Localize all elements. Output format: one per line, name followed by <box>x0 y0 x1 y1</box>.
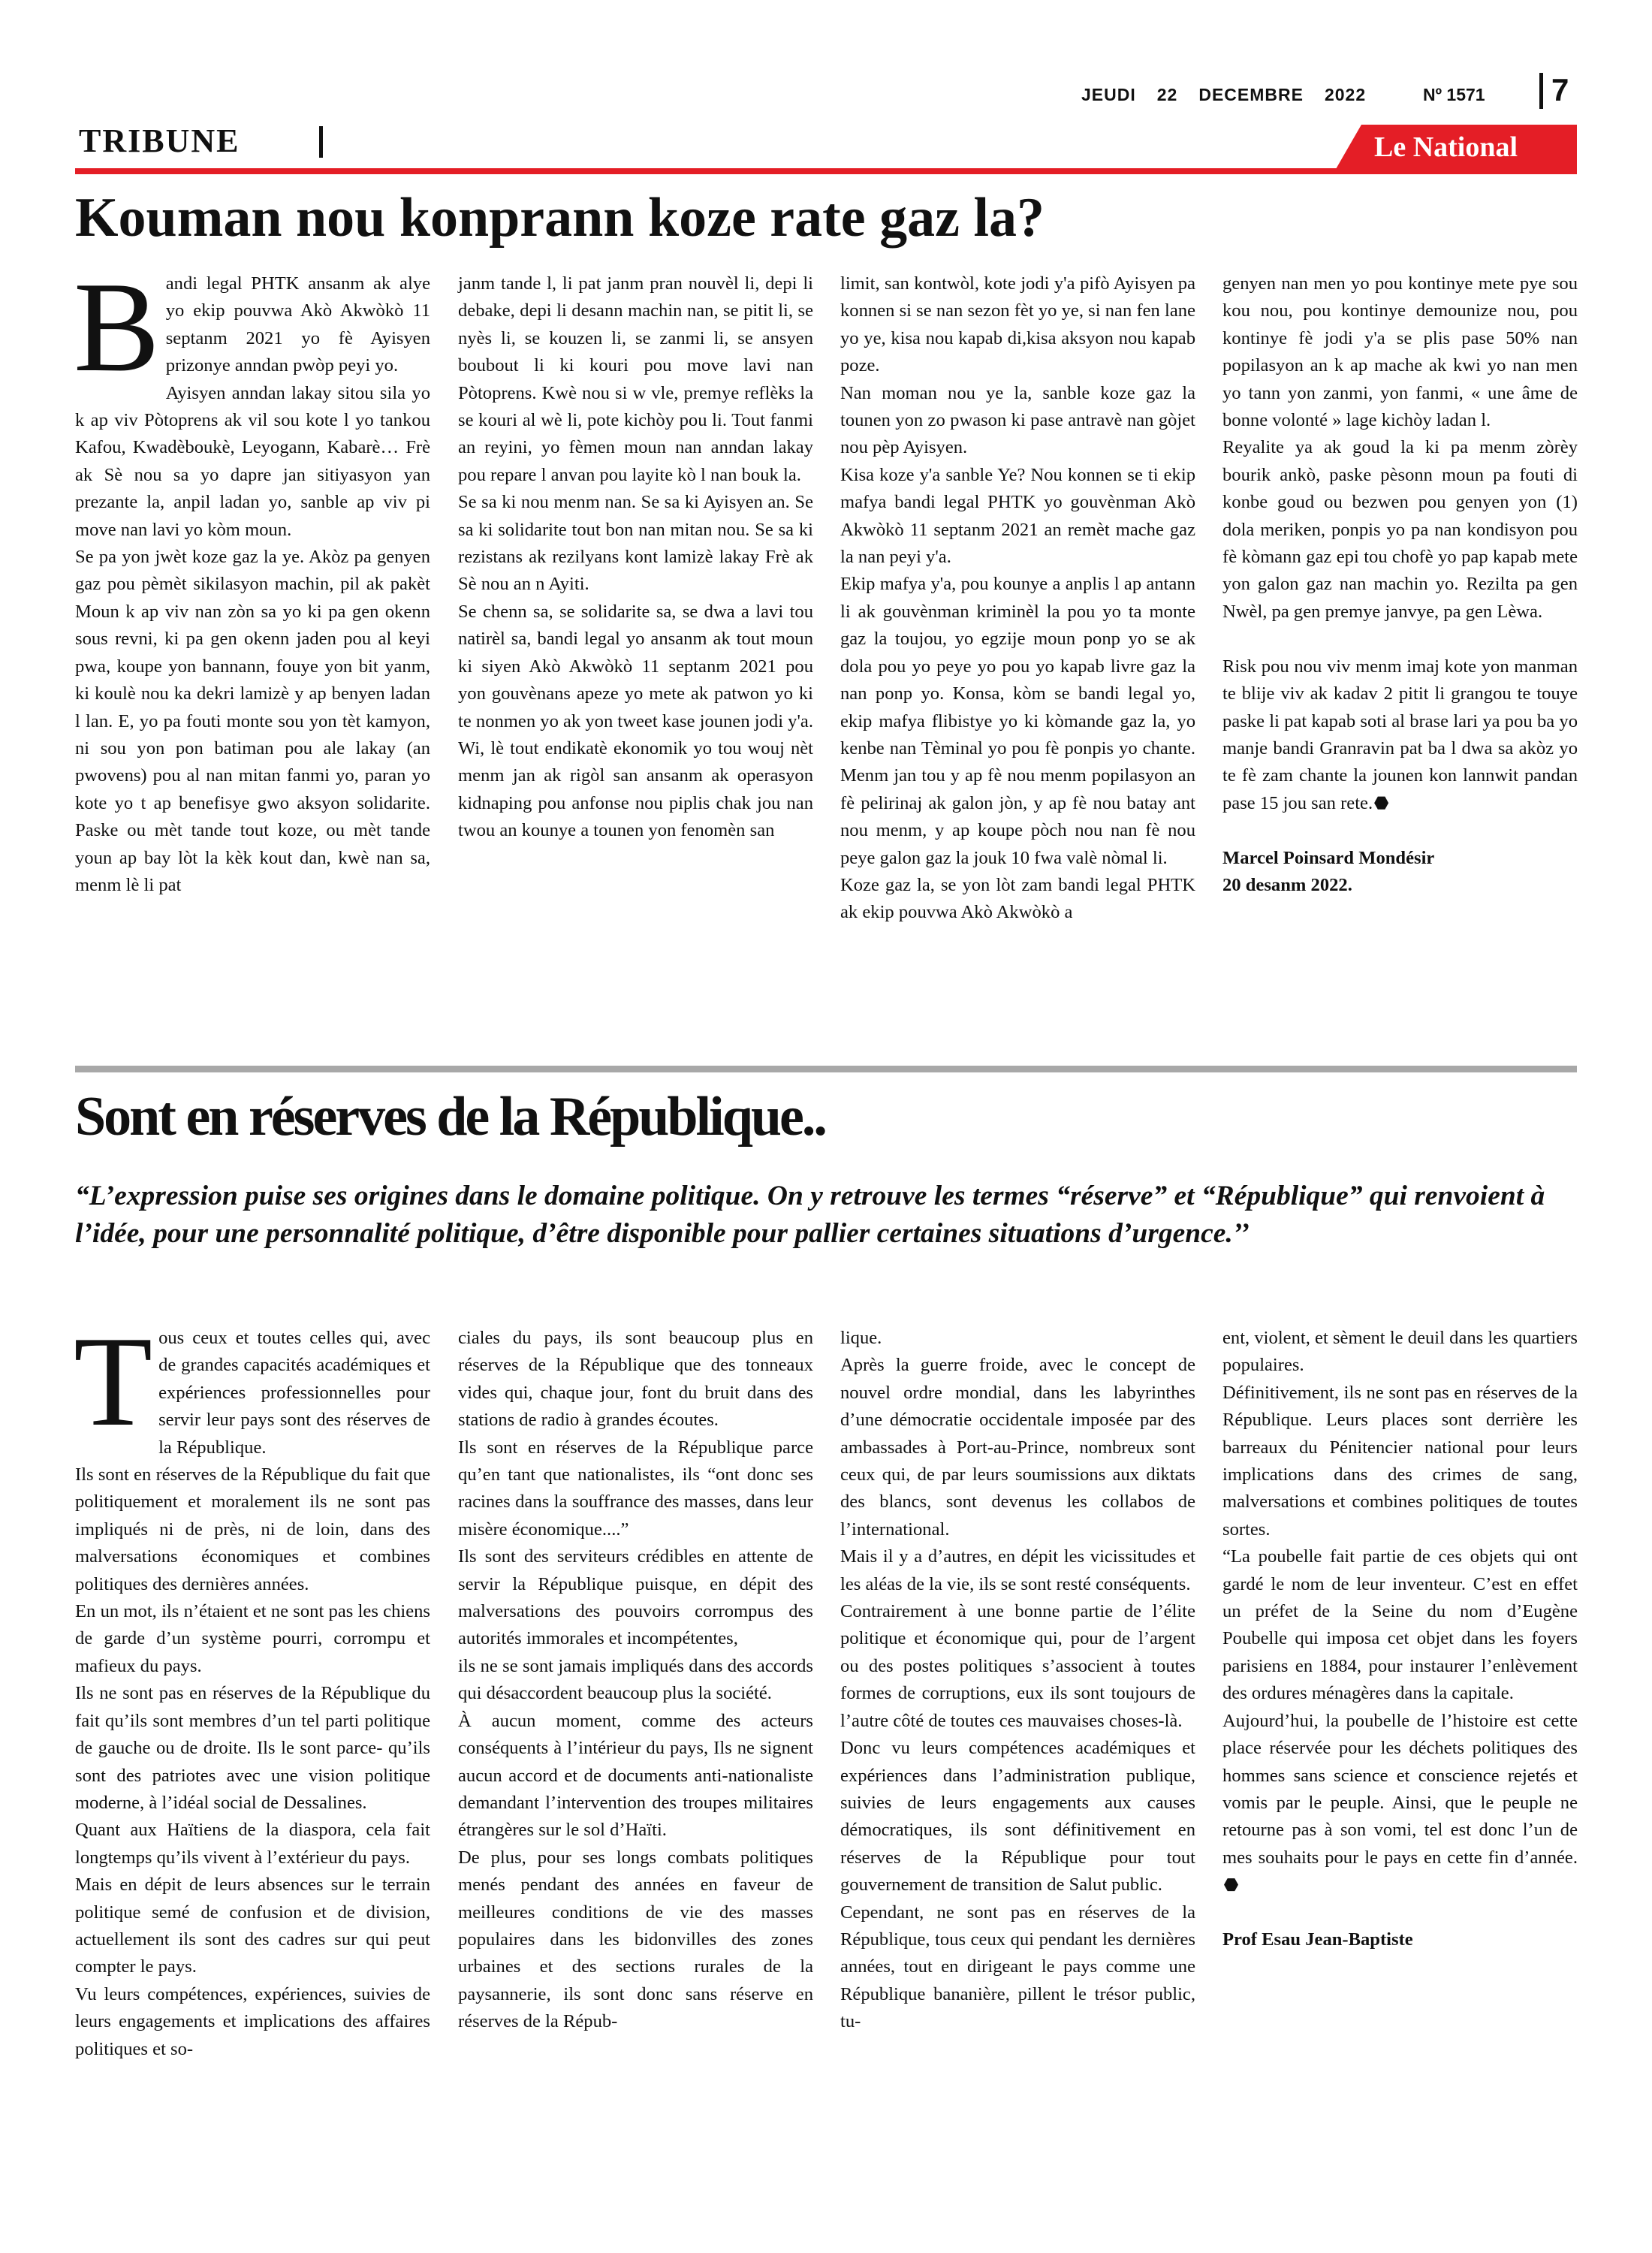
paragraph: limit, san kontwòl, kote jodi y'a pifò Ayisyen pa konnen si se nan sezon fèt yo ye, si nan fen lane yo ye, kisa nou kapab di,kisa aksyon nou kapab poze. <box>840 273 1195 376</box>
issue-date <box>1081 85 1427 105</box>
blank-line <box>1222 1899 1578 1926</box>
section-divider <box>319 126 323 158</box>
paragraph: Cependant, ne sont pas en réserves de la République, tous ceux qui pendant les dernières années, tout en dirigeant le pays comme une République bananière, pillent le trésor public, tu- <box>840 1902 1195 2032</box>
paragraph: Ils ne sont pas en réserves de la République du fait qu’ils sont membres d’un tel parti politique de gauche ou de droite. Ils le sont parce- qu’ils sont des patriotes avec une vision politique moderne, à l’idéal social de Dessalines. <box>75 1683 430 1813</box>
article-2-title: Sont en réserves de la République.. <box>75 1086 825 1148</box>
paragraph: Ils sont en réserves de la République du fait que politiquement et moralement ils ne sont pas impliqués ni de près, ni de loin, dans des malversations économiques et combines politiques des dernières années. <box>75 1464 430 1594</box>
issue-day: JEUDI <box>1081 85 1136 104</box>
issue-year: 2022 <box>1324 85 1367 104</box>
article-1-column-1 <box>74 256 430 899</box>
paragraph-text: Aujourd’hui, la poubelle de l’histoire est cette place réservée pour les déchets politiques des hommes sans science et conscience rejetés et vomis par le peuple. Ainsi, que le peuple ne retourne pas à son vomi, tel est donc l’un de mes souhaits pour le pays en cette fin d’année. <box>1222 1710 1578 1868</box>
drop-cap: T <box>74 1310 153 1453</box>
paragraph: Mais il y a d’autres, en dépit les vicissitudes et les aléas de la vie, ils se sont resté conséquents. <box>840 1546 1195 1594</box>
paragraph: Se chenn sa, se solidarite sa, se dwa a lavi tou natirèl sa, bandi legal yo ansanm ak tout moun ki siyen Akò Akwòkò 11 septanm 2021 pou yon gouvènans apeze yo mete ak patwon yo ki te nonmen yo ak yon tweet kase jounen jodi y'a. <box>458 601 813 731</box>
article-2-author: Prof Esau Jean-Baptiste <box>1222 1929 1413 1950</box>
issue-number: Nº 1571 <box>1423 85 1485 104</box>
article-2-column-3 <box>840 1325 1195 2036</box>
paragraph <box>1222 1708 1578 1899</box>
article-2-column-1 <box>74 1310 430 2063</box>
paragraph: Quant aux Haïtiens de la diaspora, cela fait longtemps qu’ils vivent à l’extérieur du pays. <box>75 1820 430 1868</box>
article-1-author-date: 20 desanm 2022. <box>1222 874 1352 895</box>
section-label: TRIBUNE <box>79 122 240 159</box>
paragraph <box>1222 653 1578 817</box>
paragraph: janm tande l, li pat janm pran nouvèl li, depi li debake, depi li desann machin nan, se pitit li, se nyès li, se kouzen li, se zanmi li, se ansyen boubout li ki kouri pou move lavi nan Pòtoprens. Kwè nou si w vle, premye reflèks la se kouri al wè li, pote kichòy pou li. Tout fanmi an reyini, yo fèmen moun nan anndan lakay pou repare l anvan pou layite kò l nan bouk la. <box>458 273 813 485</box>
paragraph: Se sa ki nou menm nan. Se sa ki Ayisyen an. Se sa ki solidarite tout bon nan mitan nou. Se sa ki rezistans ak rezilyans kont lamizè lakay Frè ak Sè nou an n Ayiti. <box>458 492 813 595</box>
paragraph: Définitivement, ils ne sont pas en réserves de la République. Leurs places sont derrière les barreaux du Pénitencier national pour leurs implications dans des crimes de sang, malversations et combines politiques de toutes sortes. <box>1222 1382 1578 1540</box>
paragraph: ent, violent, et sèment le deuil dans les quartiers populaires. <box>1222 1328 1578 1376</box>
paragraph: Vu leurs compétences, expériences, suivies de leurs engagements et implications des affaires politiques et so- <box>75 1983 430 2059</box>
paragraph: Kisa koze y'a sanble Ye? Nou konnen se ti ekip mafya bandi legal PHTK yo gouvènman Akò Akwòkò 11 septanm 2021 an remèt mache gaz la nan peyi y'a. <box>840 464 1195 568</box>
paragraph: Nan moman nou ye la, sanble koze gaz la tounen yon zo pwason ki pase antravè nan gòjet nou pèp Ayisyen. <box>840 382 1195 458</box>
page-number: 7 <box>1551 72 1569 107</box>
article-1-author: Marcel Poinsard Mondésir <box>1222 847 1435 868</box>
paragraph: Après la guerre froide, avec le concept de nouvel ordre mondial, dans les labyrinthes d’une démocratie occidentale imposée par des ambassades à Port-au-Prince, nombreux sont ceux qui, de par leurs soumissions aux diktats des blancs, sont devenus les collabos de l’international. <box>840 1355 1195 1540</box>
header-rule <box>75 168 1577 174</box>
article-1-title: Kouman nou konprann koze rate gaz la? <box>75 187 1045 249</box>
paragraph-text: Risk pou nou viv menm imaj kote yon manman te blije viv ak kadav 2 pitit li grangou te touye paske li pat kapab soti al brase lari ya pou ba yo manje bandi Granravin pat ba l dwa sa akòz yo te fè zam chante la jounen kon lannwit pandan pase 15 jou san rete. <box>1222 656 1578 813</box>
blank-line <box>1222 626 1578 653</box>
paragraph: ils ne se sont jamais impliqués dans des accords qui désaccordent beaucoup plus la société. <box>458 1655 813 1704</box>
article-1-column-4 <box>1222 270 1578 899</box>
paragraph: andi legal PHTK ansanm ak alye yo ekip pouvwa Akò Akwòkò 11 septanm 2021 yo fè Ayisyen prizonye anndan pwòp peyi yo. <box>165 273 430 376</box>
paragraph: lique. <box>840 1328 882 1348</box>
paragraph: Contrairement à une bonne partie de l’élite politique et économique qui, pour de l’argent ou des postes politiques s’associent à toutes formes de corruptions, eux ils sont toujours de l’autre côté de toutes ces mauvaises choses-là. <box>840 1601 1195 1731</box>
issue-date-number: 22 <box>1156 85 1178 104</box>
blank-line <box>1222 817 1578 844</box>
article-2-column-4 <box>1222 1325 1578 1953</box>
paragraph: Ils sont des serviteurs crédibles en attente de servir la République puisque, en dépit des malversations des pouvoirs corrompus des autorités immorales et incompétentes, <box>458 1546 813 1649</box>
end-mark-icon <box>1374 796 1388 810</box>
paragraph: De plus, pour ses longs combats politiques menés pendant des années en faveur de meilleures conditions de vie des masses populaires dans les bidonvilles des zones urbaines et des sections rurales de la paysannerie, ils sont donc sans réserve en réserves de la Répub- <box>458 1847 813 2032</box>
paragraph: Reyalite ya ak goud la ki pa menm zòrèy bourik ankò, paske pèsonn moun pa fouti di konbe goud ou bezwen pou genyen yon (1) dola meriken, ponpis yo pa nan kondisyon pou fè kòmann gaz epi tou chofè yo pap kapab mete yon galon gaz nan machin yo. Rezilta pa gen Nwèl, pa gen premye janvye, pa gen Lèwa. <box>1222 437 1578 622</box>
end-mark-icon <box>1224 1878 1238 1892</box>
article-divider <box>75 1066 1577 1072</box>
paragraph: Ayisyen anndan lakay sitou sila yo k ap viv Pòtoprens ak vil sou kote l yo tankou Kafou, Kwadèboukè, Leyogann, Kabarè… Frè ak Sè nou sa yo dapre jan sitiyasyon yan prezante la, anpil ladan yo, sanble ap viv pi move nan lavi yo kòm moun. <box>75 382 430 540</box>
paragraph: Koze gaz la, se yon lòt zam bandi legal PHTK ak ekip pouvwa Akò Akwòkò a <box>840 874 1195 923</box>
article-2-column-2 <box>458 1325 813 2036</box>
paragraph: Donc vu leurs compétences académiques et expériences dans l’administration publique, suivies de leurs engagements aux causes démocratiques, ils sont définitivement en réserves de la République pour tout gouvernement de transition de Salut public. <box>840 1738 1195 1896</box>
issue-month: DECEMBRE <box>1198 85 1304 104</box>
paragraph: Wi, lè tout endikatè ekonomik yo tou wouj nèt menm jan ak rigòl san ansanm ak operasyon kidnaping pou anfonse nou piplis chak jou nan twou an kounye a tounen yon fenomèn san <box>458 737 813 841</box>
paragraph: ous ceux et toutes celles qui, avec de grandes capacités académiques et expériences professionnelles pour servir leur pays sont des réserves de la République. <box>158 1328 430 1458</box>
article-1-column-2 <box>458 270 813 845</box>
paragraph: Se pa yon jwèt koze gaz la ye. Akòz pa genyen gaz pou pèmèt sikilasyon machin, pil ak pakèt Moun k ap viv nan zòn sa yo ki pa gen okenn sous revni, ki pa gen okenn jaden pou al keyi pwa, koupe yon bannann, fouye yon bit yanm, ki koulè nou ka dekri lamizè y ap benyen ladan l lan. E, yo pa fouti monte sou yon tèt kamyon, ni sou yon pon batiman pou ale lakay (an pwovens) pou al nan mitan fanmi yo, paran yo kote yo t ap benefisye gwo aksyon solidarite. Paske ou mèt tande tout koze, ou mèt tande youn ap bay lòt la kèk kout dan, kwè nan sa, menm lè li pat <box>75 547 430 895</box>
paragraph: Ekip mafya y'a, pou kounye a anplis l ap antann li ak gouvènman kriminèl la pou yo ta monte gaz la toujou, yo egzije moun ponp yo se ak dola pou yo peye yo pou yo kapab livre gaz la nan ponp yo. Konsa, kòm se bandi legal yo, ekip mafya flibistye yo ki kòmande gaz la, yo kenbe nan Tèminal yo pou fè ponpis yo chante. Menm jan tou y ap fè nou menm popilasyon an fè pelirinaj ak galon jòn, y ap fè nou batay ant nou menm, y ap koupe pòch nou nan fè nou peye galon gaz la jouk 10 fwa valè nòmal li. <box>840 574 1195 868</box>
brand-name: Le National <box>1374 131 1518 163</box>
header-divider <box>1539 73 1543 109</box>
paragraph: genyen nan men yo pou kontinye mete pye sou kou nou, pou kontinye demounize nou, pou kontinye fè jodi y'a se plis pase 50% nan popilasyon an k ap mache ak kwi yo nan men yo tann yon zanmi, yon fanmi, « une âme de bonne volonté » lage kichòy ladan l. <box>1222 273 1578 431</box>
paragraph: En un mot, ils n’étaient et ne sont pas les chiens de garde d’un système pourri, corrompu et mafieux du pays. <box>75 1601 430 1676</box>
paragraph: Ils sont en réserves de la République parce qu’en tant que nationalistes, ils “ont donc ses racines dans la souffrance des masses, dans leur misère économique....” <box>458 1437 813 1540</box>
drop-cap: B <box>74 256 160 399</box>
article-1-column-3 <box>840 270 1195 927</box>
paragraph: ciales du pays, ils sont beaucoup plus en réserves de la République que des tonneaux vides qui, chaque jour, font du bruit dans des stations de radio à grandes écoutes. <box>458 1328 813 1431</box>
paragraph: “La poubelle fait partie de ces objets qui ont gardé le nom de leur inventeur. C’est en effet un préfet de la Seine du nom d’Eugène Poubelle qui imposa cet objet dans les foyers parisiens en 1884, pour instaurer l’enlèvement des ordures ménagères dans la capitale. <box>1222 1546 1578 1704</box>
paragraph: Mais en dépit de leurs absences sur le terrain politique semé de confusion et de division, actuellement ils sont des cadres sur qui peut compter le pays. <box>75 1874 430 1977</box>
paragraph: À aucun moment, comme des acteurs conséquents à l’intérieur du pays, Ils ne signent aucun accord et de documents anti-nationaliste demandant l’intervention des troupes militaires étrangères sur le sol d’Haïti. <box>458 1710 813 1841</box>
article-2-lead: “L’expression puise ses origines dans le domaine politique. On y retrouve les termes “réserve” et “République” qui renvoient à l’idée, pour une personnalité politique, d’être disponible pour pallier certaines situations d’urgence.’’ <box>75 1181 1545 1249</box>
